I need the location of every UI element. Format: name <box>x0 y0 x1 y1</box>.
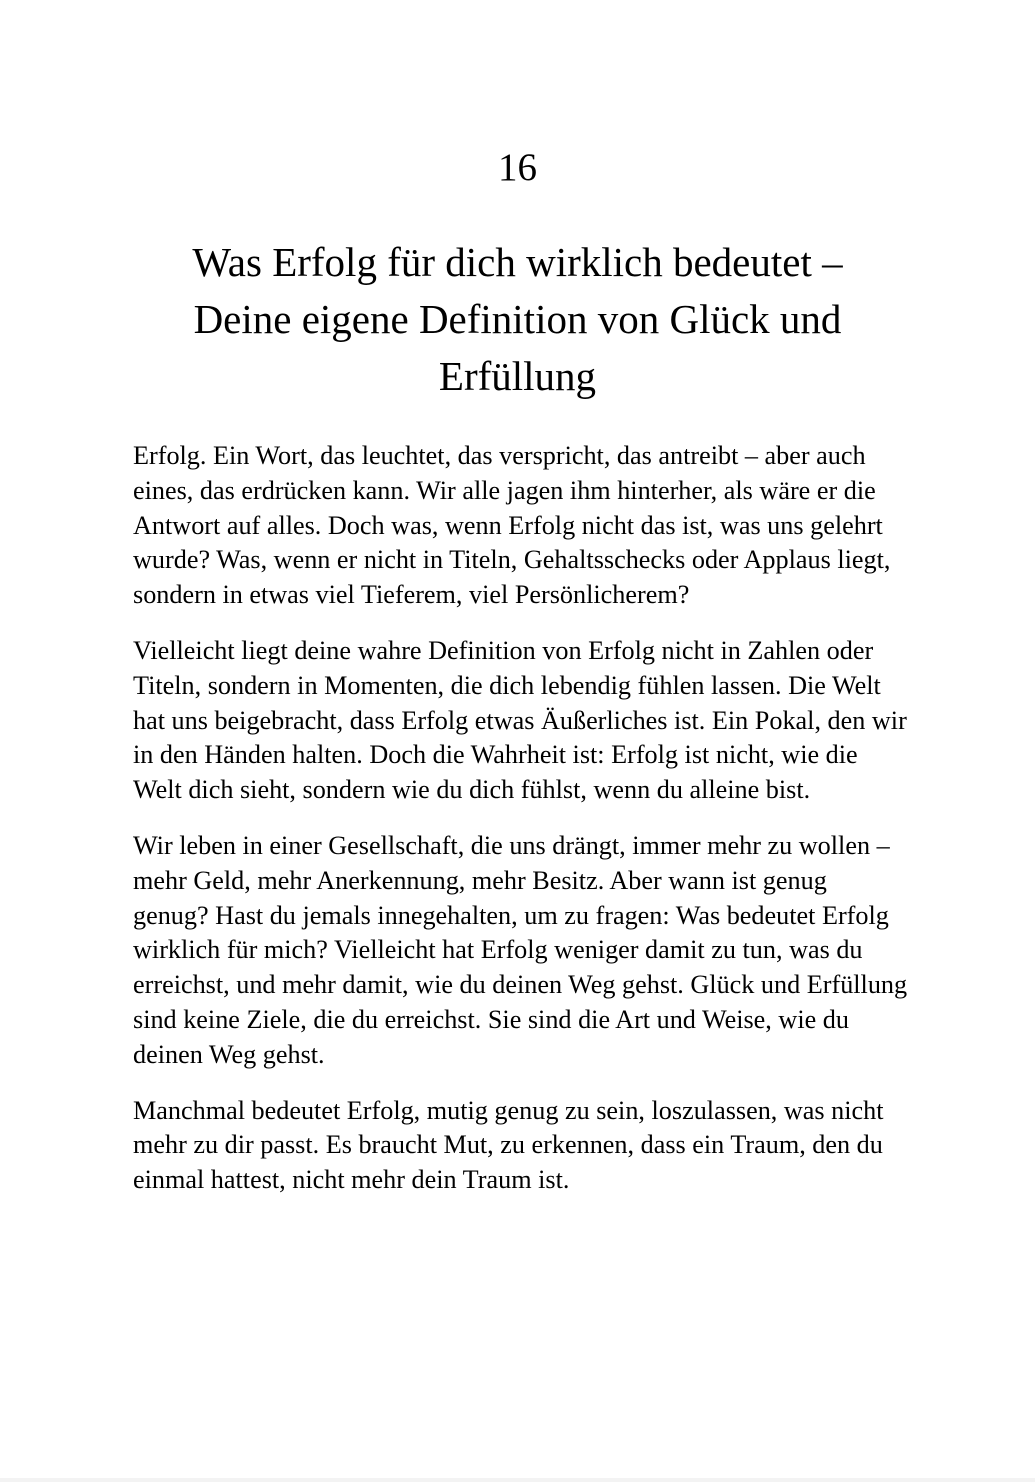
chapter-title: Was Erfolg für dich wirklich bedeutet – Deine eigene Definition von Glück und Erfüllung <box>192 239 843 399</box>
page-bottom-edge <box>0 1478 1035 1482</box>
paragraph: Manchmal bedeutet Erfolg, mutig genug zu sein, loszulassen, was nicht mehr zu dir passt. Es braucht Mut, zu erkennen, dass ein Traum, den du einmal hattest, nicht mehr dein Traum ist. <box>133 1095 884 1195</box>
paragraph: Vielleicht liegt deine wahre Definition von Erfolg nicht in Zahlen oder Titeln, sondern in Momenten, die dich lebendig fühlen lassen. Die Welt hat uns beigebracht, dass Erfolg etwas Äußerliches ist. Ein Pokal, den wir in den Händen halten. Doch die Wahrheit ist: Erfolg ist nicht, wie die Welt dich sieht, sondern wie du dich fühlst, wenn du alleine bist. <box>133 635 907 805</box>
chapter-number: 16 <box>498 146 537 189</box>
paragraph: Wir leben in einer Gesellschaft, die uns drängt, immer mehr zu wollen – mehr Geld, mehr Anerkennung, mehr Besitz. Aber wann ist genug genug? Hast du jemals innegehalten, um zu fragen: Was bedeutet Erfolg wirklich für mich? Vielleicht hat Erfolg weniger damit zu tun, was du erreichst, und mehr damit, wie du deinen Weg gehst. Glück und Erfüllung sind keine Ziele, die du erreichst. Sie sind die Art und Weise, wie du deinen Weg gehst. <box>133 830 908 1069</box>
chapter-body <box>133 439 908 1219</box>
paragraph: Erfolg. Ein Wort, das leuchtet, das verspricht, das antreibt – aber auch eines, das erdrücken kann. Wir alle jagen ihm hinterher, als wäre er die Antwort auf alles. Doch was, wenn Erfolg nicht das ist, was uns gelehrt wurde? Was, wenn er nicht in Titeln, Gehaltsschecks oder Applaus liegt, sondern in etwas viel Tieferem, viel Persönlicherem? <box>133 441 891 610</box>
